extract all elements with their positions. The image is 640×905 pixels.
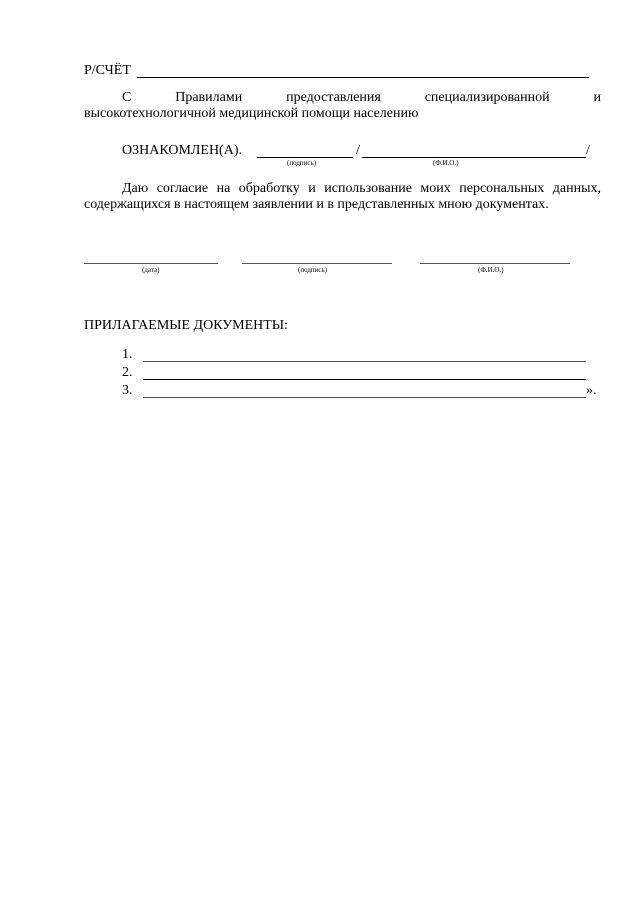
attachment-input-line[interactable] [143, 361, 586, 362]
consent-word: и [308, 181, 316, 196]
attachment-input-line[interactable] [143, 379, 586, 380]
slash-separator: / [356, 143, 360, 158]
acknowledged-signature-line[interactable] [257, 157, 353, 158]
rules-word: С [122, 90, 132, 105]
acknowledged-signature-caption: (подпись) [287, 159, 317, 167]
rules-word: Правилами [175, 90, 243, 105]
consent-paragraph-line2: содержащихся в настоящем заявлении и в представленных мною документах. [84, 197, 549, 212]
attachment-number: 1. [122, 347, 133, 362]
acknowledged-fio-caption: (Ф.И.О.) [433, 159, 459, 167]
rules-word: специализированной [424, 90, 550, 105]
rules-paragraph-line1 [122, 90, 601, 106]
consent-word: согласие [156, 181, 209, 196]
fio-input-line[interactable] [420, 263, 570, 264]
attachment-number: 2. [122, 365, 133, 380]
acknowledged-label: ОЗНАКОМЛЕН(А). [122, 143, 242, 158]
signature-caption: (подпись) [298, 266, 328, 274]
account-label: Р/СЧЁТ [84, 63, 131, 78]
attachment-input-line[interactable] [143, 397, 586, 398]
signature-input-line[interactable] [242, 263, 392, 264]
account-input-line[interactable] [137, 77, 589, 78]
consent-word: данных, [552, 181, 601, 196]
consent-word: Даю [122, 181, 149, 196]
consent-word: персональных [459, 181, 545, 196]
consent-word: моих [420, 181, 451, 196]
slash-separator: / [586, 143, 590, 158]
consent-word: на [216, 181, 231, 196]
consent-word: использование [324, 181, 412, 196]
closing-quote: ». [586, 383, 597, 398]
date-caption: (дата) [142, 266, 160, 274]
acknowledged-fio-line[interactable] [362, 157, 586, 158]
rules-word: предоставления [286, 90, 381, 105]
attachments-title: ПРИЛАГАЕМЫЕ ДОКУМЕНТЫ: [84, 318, 288, 333]
attachment-number: 3. [122, 383, 133, 398]
consent-paragraph-line1 [122, 181, 601, 197]
date-input-line[interactable] [84, 263, 218, 264]
rules-paragraph-line2: высокотехнологичной медицинской помощи населению [84, 106, 419, 121]
rules-word: и [593, 90, 601, 105]
consent-word: обработку [238, 181, 300, 196]
fio-caption: (Ф.И.О.) [478, 266, 504, 274]
